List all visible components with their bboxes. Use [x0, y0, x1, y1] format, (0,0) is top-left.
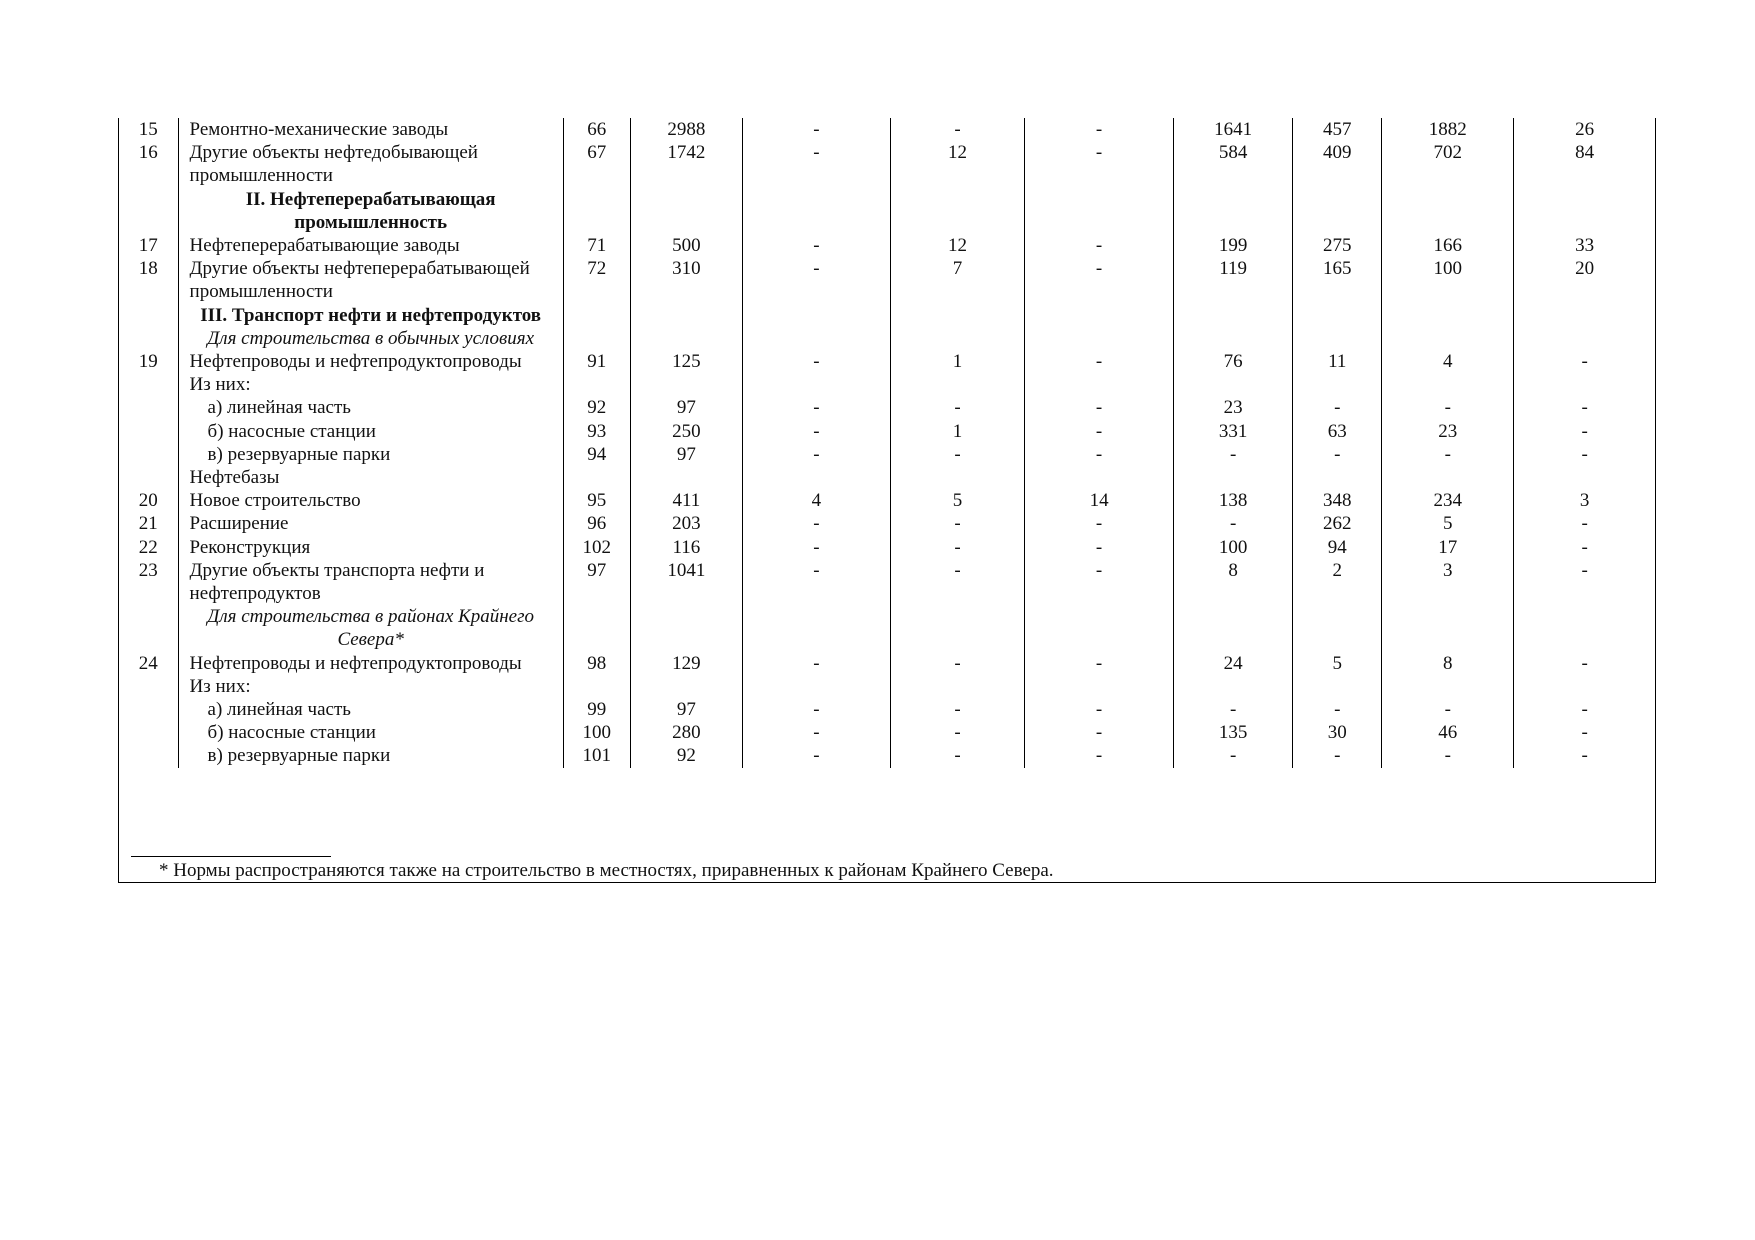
value-cell: 8 [1174, 559, 1293, 605]
item-name-cell: Новое строительство [178, 489, 563, 512]
value-cell: 46 [1382, 721, 1514, 744]
value-cell: - [1025, 559, 1174, 605]
value-cell: 71 [563, 234, 630, 257]
value-cell: - [890, 396, 1024, 419]
value-cell: 275 [1293, 234, 1382, 257]
value-cell: 84 [1575, 142, 1595, 164]
item-name-cell: Нефтепроводы и нефтепродуктопроводы [178, 652, 563, 675]
value-cell [1514, 304, 1655, 327]
value-cell [630, 188, 742, 234]
value-cell [1174, 304, 1293, 327]
row-number-cell [119, 304, 178, 327]
value-cell: - [1025, 443, 1174, 466]
value-cell [1382, 466, 1514, 489]
value-cell [890, 373, 1024, 396]
value-cell [890, 605, 1024, 651]
table-row [119, 443, 1655, 466]
value-cell [1514, 327, 1655, 350]
value-cell: 91 [563, 350, 630, 373]
row-number-cell: 16 [119, 141, 178, 187]
value-cell: - [1382, 744, 1514, 767]
value-cell [1514, 466, 1655, 489]
value-cell: - [742, 744, 890, 767]
value-cell: - [742, 257, 890, 303]
value-cell: 97 [630, 698, 742, 721]
value-cell: 702 [1382, 141, 1514, 187]
value-cell: 331 [1174, 420, 1293, 443]
table-row [119, 536, 1655, 559]
value-cell [1174, 675, 1293, 698]
value-cell: 1 [890, 350, 1024, 373]
value-cell: 116 [630, 536, 742, 559]
value-cell: - [742, 698, 890, 721]
value-cell [563, 188, 630, 234]
value-cell: 99 [563, 698, 630, 721]
item-name-cell: Другие объекты нефтедобывающей промышленности [178, 141, 563, 187]
value-cell: - [1293, 744, 1382, 767]
value-cell: - [1581, 559, 1588, 581]
row-number-cell [119, 373, 178, 396]
value-cell [1293, 373, 1382, 396]
value-cell [1293, 466, 1382, 489]
value-cell: - [1293, 396, 1382, 419]
value-cell [1025, 466, 1174, 489]
item-name-cell: Нефтебазы [178, 466, 563, 489]
value-cell: 14 [1025, 489, 1174, 512]
value-cell: 5 [1382, 512, 1514, 535]
value-cell [1382, 327, 1514, 350]
value-cell [890, 466, 1024, 489]
value-cell [742, 675, 890, 698]
value-cell: 72 [563, 257, 630, 303]
value-cell [563, 327, 630, 350]
value-cell [1174, 327, 1293, 350]
value-cell: 63 [1293, 420, 1382, 443]
value-cell: - [742, 420, 890, 443]
value-cell: - [890, 118, 1024, 141]
table-row [119, 257, 1655, 303]
value-cell [1293, 327, 1382, 350]
value-cell: - [742, 443, 890, 466]
value-cell: 119 [1174, 257, 1293, 303]
value-cell: 310 [630, 257, 742, 303]
value-cell: - [890, 559, 1024, 605]
value-cell: - [1025, 234, 1174, 257]
table-row [119, 675, 1655, 698]
row-number-cell: 17 [119, 234, 178, 257]
value-cell: 1 [890, 420, 1024, 443]
value-cell: - [742, 559, 890, 605]
value-cell [1514, 188, 1655, 234]
value-cell: 4 [1382, 350, 1514, 373]
value-cell: 129 [630, 652, 742, 675]
value-cell: - [1581, 397, 1588, 419]
value-cell: 234 [1382, 489, 1514, 512]
value-cell: - [890, 536, 1024, 559]
value-cell: 100 [563, 721, 630, 744]
value-cell [630, 605, 742, 651]
subsection-heading: Для строительства в обычных условиях [178, 327, 563, 350]
value-cell: - [742, 234, 890, 257]
table-row [119, 350, 1655, 373]
value-cell: 584 [1174, 141, 1293, 187]
item-name-cell: б) насосные станции [178, 721, 563, 744]
item-name-cell: Нефтепроводы и нефтепродуктопроводы [178, 350, 563, 373]
row-number-cell [119, 188, 178, 234]
value-cell: - [1025, 698, 1174, 721]
value-cell [563, 373, 630, 396]
value-cell: - [742, 118, 890, 141]
row-number-cell [119, 327, 178, 350]
value-cell: - [890, 652, 1024, 675]
item-name-cell: в) резервуарные парки [178, 744, 563, 767]
value-cell: 101 [563, 744, 630, 767]
value-cell [630, 304, 742, 327]
value-cell: - [1025, 536, 1174, 559]
value-cell [742, 373, 890, 396]
value-cell [630, 327, 742, 350]
value-cell: - [1025, 420, 1174, 443]
item-name-cell: Другие объекты нефтеперерабатывающей промышленности [178, 257, 563, 303]
value-cell: 11 [1293, 350, 1382, 373]
value-cell: 97 [630, 396, 742, 419]
table-row [119, 559, 1655, 605]
value-cell: 250 [630, 420, 742, 443]
row-number-cell: 19 [119, 350, 178, 373]
value-cell: 5 [890, 489, 1024, 512]
value-cell: 411 [630, 489, 742, 512]
value-cell [1174, 188, 1293, 234]
value-cell: - [1025, 652, 1174, 675]
value-cell: - [1581, 722, 1588, 744]
value-cell: - [1581, 699, 1588, 721]
subsection-heading: Для строительства в районах Крайнего Севера* [178, 605, 563, 651]
value-cell: 94 [563, 443, 630, 466]
section-heading: III. Транспорт нефти и нефтепродуктов [178, 304, 563, 327]
value-cell: - [1025, 721, 1174, 744]
value-cell [1025, 675, 1174, 698]
value-cell: - [742, 536, 890, 559]
value-cell [1382, 675, 1514, 698]
value-cell [742, 304, 890, 327]
value-cell: - [742, 396, 890, 419]
value-cell [563, 466, 630, 489]
value-cell: - [742, 652, 890, 675]
value-cell: - [742, 512, 890, 535]
value-cell: 1041 [630, 559, 742, 605]
value-cell: - [1293, 443, 1382, 466]
value-cell: - [742, 721, 890, 744]
row-number-cell: 18 [119, 257, 178, 303]
table-row [119, 234, 1655, 257]
item-name-cell: Расширение [178, 512, 563, 535]
value-cell: - [1025, 744, 1174, 767]
row-number-cell: 15 [119, 118, 178, 141]
value-cell [1025, 188, 1174, 234]
value-cell: - [890, 744, 1024, 767]
item-name-cell: а) линейная часть [178, 698, 563, 721]
value-cell [1025, 327, 1174, 350]
value-cell: 457 [1293, 118, 1382, 141]
table-row [119, 512, 1655, 535]
value-cell: - [1025, 141, 1174, 187]
table-row [119, 118, 1655, 141]
value-cell [1174, 466, 1293, 489]
section-heading: II. Нефтеперерабатывающая промышленность [178, 188, 563, 234]
value-cell: 24 [1174, 652, 1293, 675]
table-row [119, 373, 1655, 396]
value-cell: - [1581, 443, 1588, 465]
value-cell: - [1581, 536, 1588, 558]
value-cell: 93 [563, 420, 630, 443]
table-row [119, 327, 1655, 350]
value-cell [1293, 675, 1382, 698]
value-cell: 135 [1174, 721, 1293, 744]
row-number-cell [119, 675, 178, 698]
value-cell [563, 605, 630, 651]
value-cell [742, 466, 890, 489]
norms-table [119, 118, 1655, 768]
value-cell: - [1174, 512, 1293, 535]
value-cell: 98 [563, 652, 630, 675]
item-name-cell: а) линейная часть [178, 396, 563, 419]
value-cell: 409 [1293, 141, 1382, 187]
value-cell [742, 605, 890, 651]
item-name-cell: Из них: [178, 373, 563, 396]
value-cell [890, 675, 1024, 698]
row-number-cell [119, 420, 178, 443]
value-cell: 2 [1293, 559, 1382, 605]
row-number-cell [119, 698, 178, 721]
value-cell: - [1025, 257, 1174, 303]
value-cell: 33 [1575, 235, 1595, 257]
value-cell: 23 [1382, 420, 1514, 443]
row-number-cell [119, 744, 178, 767]
value-cell: 66 [563, 118, 630, 141]
value-cell: 12 [890, 234, 1024, 257]
value-cell [630, 373, 742, 396]
value-cell [563, 675, 630, 698]
value-cell [1293, 605, 1382, 651]
value-cell [1382, 188, 1514, 234]
value-cell: 76 [1174, 350, 1293, 373]
value-cell: 7 [890, 257, 1024, 303]
row-number-cell: 20 [119, 489, 178, 512]
value-cell: - [742, 141, 890, 187]
table-row [119, 420, 1655, 443]
value-cell [1025, 304, 1174, 327]
value-cell: 12 [890, 141, 1024, 187]
item-name-cell: Ремонтно-механические заводы [178, 118, 563, 141]
row-number-cell: 21 [119, 512, 178, 535]
value-cell: - [1581, 745, 1588, 767]
value-cell: 26 [1575, 119, 1595, 140]
value-cell: 500 [630, 234, 742, 257]
item-name-cell: в) резервуарные парки [178, 443, 563, 466]
value-cell: - [1581, 420, 1588, 442]
item-name-cell: Нефтеперерабатывающие заводы [178, 234, 563, 257]
item-name-cell: Из них: [178, 675, 563, 698]
table-row [119, 304, 1655, 327]
value-cell [1382, 605, 1514, 651]
row-number-cell: 22 [119, 536, 178, 559]
value-cell [1293, 188, 1382, 234]
value-cell [1514, 605, 1655, 651]
value-cell [1025, 373, 1174, 396]
value-cell: 67 [563, 141, 630, 187]
value-cell: 2988 [630, 118, 742, 141]
value-cell [1174, 373, 1293, 396]
table-row [119, 396, 1655, 419]
footnote-separator [131, 856, 331, 857]
value-cell: 17 [1382, 536, 1514, 559]
value-cell: - [1581, 513, 1588, 535]
value-cell: 348 [1293, 489, 1382, 512]
value-cell: 92 [563, 396, 630, 419]
value-cell [1514, 373, 1655, 396]
value-cell: - [1293, 698, 1382, 721]
table-row [119, 721, 1655, 744]
value-cell [1174, 605, 1293, 651]
value-cell: 100 [1382, 257, 1514, 303]
value-cell: 1882 [1382, 118, 1514, 141]
value-cell [890, 327, 1024, 350]
value-cell: 1641 [1174, 118, 1293, 141]
value-cell: - [1382, 443, 1514, 466]
value-cell: 102 [563, 536, 630, 559]
value-cell [1025, 605, 1174, 651]
document-table-frame [118, 118, 1656, 883]
value-cell [563, 304, 630, 327]
value-cell: - [1174, 698, 1293, 721]
value-cell: - [1025, 396, 1174, 419]
value-cell: 262 [1293, 512, 1382, 535]
value-cell [1293, 304, 1382, 327]
value-cell: - [1174, 744, 1293, 767]
value-cell: - [890, 512, 1024, 535]
value-cell: 166 [1382, 234, 1514, 257]
row-number-cell: 23 [119, 559, 178, 605]
value-cell: 92 [630, 744, 742, 767]
row-number-cell [119, 443, 178, 466]
table-row [119, 489, 1655, 512]
value-cell: 165 [1293, 257, 1382, 303]
value-cell: - [890, 721, 1024, 744]
value-cell: 3 [1382, 559, 1514, 605]
value-cell: - [1581, 351, 1588, 373]
table-row [119, 466, 1655, 489]
value-cell: 94 [1293, 536, 1382, 559]
value-cell: - [1025, 350, 1174, 373]
value-cell: - [1174, 443, 1293, 466]
table-row [119, 744, 1655, 767]
table-row [119, 698, 1655, 721]
value-cell [1382, 373, 1514, 396]
value-cell: - [1025, 118, 1174, 141]
row-number-cell [119, 466, 178, 489]
table-row [119, 652, 1655, 675]
footnote: * Нормы распространяются также на строительство в местностях, приравненных к районам Крайнего Севера. [159, 860, 1054, 881]
value-cell: 1742 [630, 141, 742, 187]
row-number-cell: 24 [119, 652, 178, 675]
value-cell: - [1382, 396, 1514, 419]
value-cell: 5 [1293, 652, 1382, 675]
value-cell: 8 [1382, 652, 1514, 675]
item-name-cell: б) насосные станции [178, 420, 563, 443]
value-cell: 3 [1579, 490, 1590, 512]
value-cell: - [1025, 512, 1174, 535]
value-cell: 97 [563, 559, 630, 605]
value-cell: 20 [1575, 258, 1595, 280]
value-cell [890, 188, 1024, 234]
value-cell: 4 [742, 489, 890, 512]
value-cell: 203 [630, 512, 742, 535]
item-name-cell: Реконструкция [178, 536, 563, 559]
value-cell: - [1382, 698, 1514, 721]
table-row [119, 141, 1655, 187]
value-cell [742, 188, 890, 234]
row-number-cell [119, 605, 178, 651]
table-row [119, 605, 1655, 651]
value-cell: 23 [1174, 396, 1293, 419]
value-cell: 199 [1174, 234, 1293, 257]
value-cell: - [742, 350, 890, 373]
row-number-cell [119, 721, 178, 744]
value-cell [630, 466, 742, 489]
item-name-cell: Другие объекты транспорта нефти и нефтепродуктов [178, 559, 563, 605]
value-cell: - [890, 443, 1024, 466]
table-row [119, 188, 1655, 234]
table-body [119, 118, 1655, 768]
value-cell: 97 [630, 443, 742, 466]
value-cell: 125 [630, 350, 742, 373]
value-cell [890, 304, 1024, 327]
value-cell: 280 [630, 721, 742, 744]
value-cell [630, 675, 742, 698]
value-cell [1382, 304, 1514, 327]
value-cell: 95 [563, 489, 630, 512]
value-cell [742, 327, 890, 350]
value-cell [1514, 675, 1655, 698]
value-cell: 138 [1174, 489, 1293, 512]
value-cell: - [890, 698, 1024, 721]
value-cell: 100 [1174, 536, 1293, 559]
row-number-cell [119, 396, 178, 419]
value-cell: 96 [563, 512, 630, 535]
value-cell: 30 [1293, 721, 1382, 744]
value-cell: - [1581, 652, 1588, 674]
